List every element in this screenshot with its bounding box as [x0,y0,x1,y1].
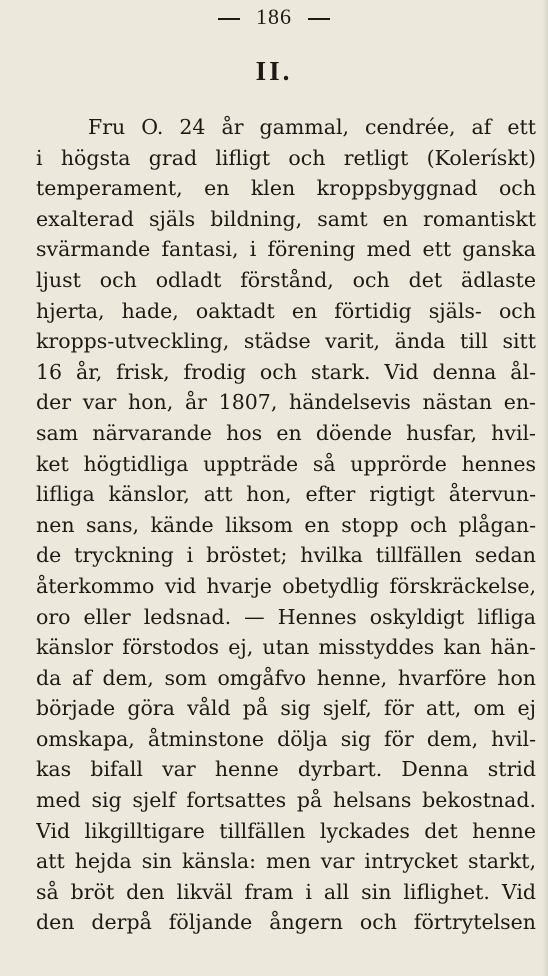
running-header [0,4,548,30]
text-line: svärmande fantasi, i förening med ett ganska [36,237,536,262]
page-number: 186 [256,4,292,29]
text-line: der var hon, år 1807, händelsevis nästan en- [36,390,536,415]
text-line: lifliga känslor, att hon, efter rigtigt återvun- [36,482,536,507]
text-line: känslor förstodos ej, utan misstyddes kan hän- [36,635,536,660]
chapter-heading: II. [255,56,293,86]
header-dash-right [308,18,330,20]
text-line: 16 år, frisk, frodig och stark. Vid denna ål- [36,359,536,384]
text-line: ket högtidliga uppträde så upprörde hennes [36,451,536,476]
text-line: omskapa, åtminstone dölja sig för dem, hvil- [36,726,536,751]
text-line: sam närvarande hos en döende husfar, hvil- [36,420,536,445]
header-dash-left [218,18,240,20]
text-line: oro eller ledsnad. — Hennes oskyldigt lifliga [36,604,536,629]
text-line: de tryckning i bröstet; hvilka tillfällen sedan [36,543,536,568]
text-line: i högsta grad lifligt och retligt (Kolerískt) [36,145,536,170]
text-line: da af dem, som omgåfvo henne, hvarföre hon [36,665,536,690]
text-line: började göra våld på sig sjelf, för att, om ej [36,696,536,721]
text-line: kropps-utveckling, städse varit, ända till sitt [36,329,536,354]
text-line: den derpå följande ångern och förtrytelsen [36,910,536,935]
text-line: nen sans, kände liksom en stopp och plågan- [36,512,536,537]
text-line: så bröt den likväl fram i all sin liflighet. Vid [36,879,536,904]
page-edge-shadow [542,0,548,976]
text-line: exalterad själs bildning, samt en romantiskt [36,206,536,231]
text-line: Vid likgilltigare tillfällen lyckades det henne [36,818,536,843]
text-line: kas bifall var henne dyrbart. Denna strid [36,757,536,782]
text-line: temperament, en klen kroppsbyggnad och [36,176,536,201]
text-line: återkommo vid hvarje obetydlig förskräckelse, [36,573,536,598]
text-line: att hejda sin känsla: men var intrycket starkt, [36,849,536,874]
text-line: hjerta, hade, oaktadt en förtidig själs- och [36,298,536,323]
text-line: med sig sjelf fortsattes på helsans bekostnad. [36,788,536,813]
text-line: ljust och odladt förstånd, och det ädlaste [36,267,536,292]
body-text [36,112,536,938]
text-line: Fru O. 24 år gammal, cendrée, af ett [88,115,536,139]
